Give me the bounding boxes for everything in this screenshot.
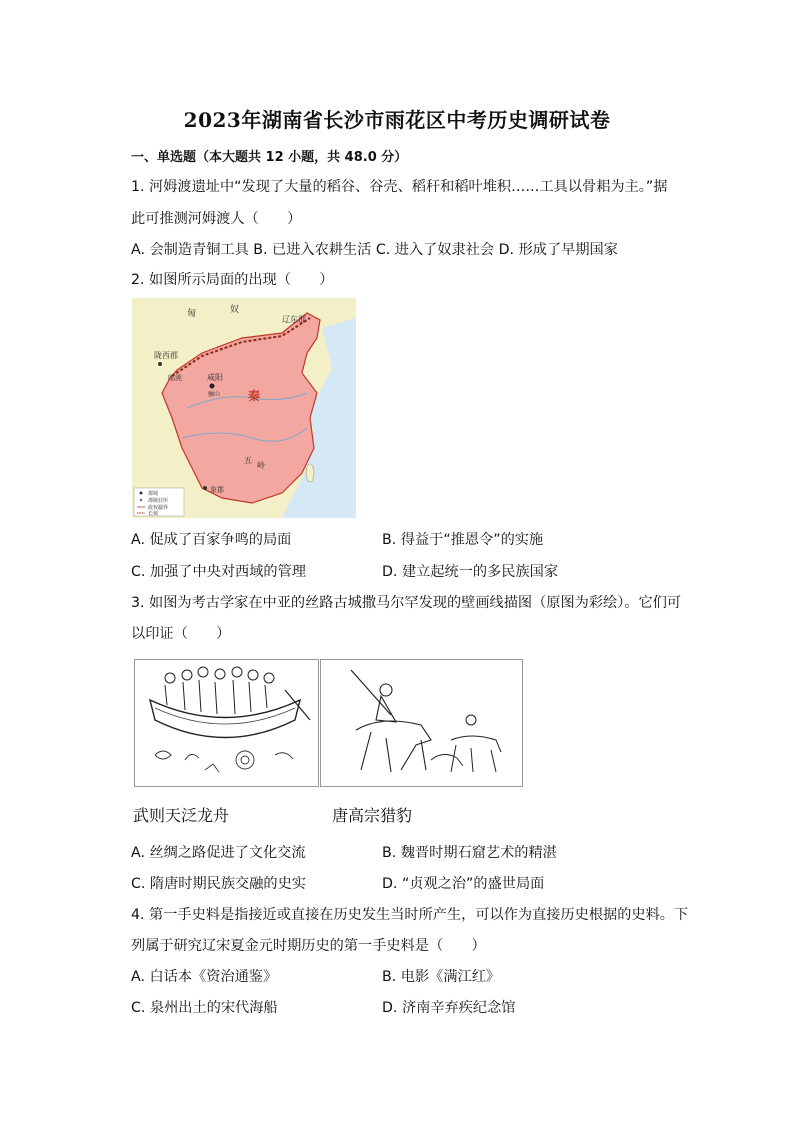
q3-option-d: D. “贞观之治”的盛世局面 — [382, 876, 545, 892]
q4-option-c: C. 泉州出土的宋代海船 — [131, 1000, 278, 1016]
q3-option-c: C. 隋唐时期民族交融的史实 — [131, 876, 306, 892]
q4-stem-line2: 列属于研究辽宋夏金元时期历史的第一手史料是（ ） — [131, 938, 486, 954]
label-wuling-a: 五 — [244, 456, 252, 465]
mural-left-figure — [134, 659, 319, 787]
spear — [351, 670, 391, 715]
q3-option-b: B. 魏晋时期石窟艺术的精湛 — [382, 845, 557, 861]
q2-stem: 2. 如图所示局面的出现（ ） — [131, 272, 334, 288]
label-qin: 秦 — [248, 389, 261, 403]
q2-option-d: D. 建立起统一的多民族国家 — [382, 564, 559, 580]
q3-stem-line2: 以印证（ ） — [131, 626, 231, 642]
caption-leopard-hunt: 唐高宗猎豹 — [332, 806, 413, 825]
q1-stem-line2: 此可推测河姆渡人（ ） — [131, 211, 302, 227]
label-wuling-b: 岭 — [257, 461, 265, 470]
label-lintao: 临洮 — [168, 374, 182, 382]
legend-border: 政权疆界 — [148, 505, 169, 511]
q3-option-a: A. 丝绸之路促进了文化交流 — [131, 845, 306, 861]
boat-hull — [150, 700, 300, 738]
q4-option-a: A. 白话本《资治通鉴》 — [131, 969, 278, 985]
q4-option-d: D. 济南辛弃疾纪念馆 — [382, 1000, 516, 1016]
legend-capital: 都城 — [148, 491, 159, 497]
section-heading: 一、单选题（本大题共 12 小题，共 48.0 分） — [131, 150, 408, 165]
label-longxi: 陇西郡 — [154, 351, 178, 360]
legend-wall: 长城 — [148, 511, 159, 517]
label-xianyang: 咸阳 — [207, 373, 223, 382]
qin-map — [132, 298, 356, 518]
mural-right-figure — [320, 659, 523, 787]
water-creatures — [155, 751, 293, 772]
page-title: 2023年湖南省长沙市雨花区中考历史调研试卷 — [183, 108, 611, 132]
horse-rider-second — [451, 715, 501, 772]
leopard-hunt-drawing — [321, 660, 522, 786]
legend-prefecture: 郡级驻所 — [148, 498, 169, 504]
leopard — [431, 754, 463, 766]
q2-option-c: C. 加强了中央对西域的管理 — [131, 564, 306, 580]
label-xiongnu-a: 匈 — [187, 309, 197, 319]
horse-rider-main — [356, 684, 431, 772]
label-liaodong: 辽东郡 — [282, 315, 306, 324]
q2-option-b: B. 得益于“推恩令”的实施 — [382, 532, 544, 548]
q3-stem-line1: 3. 如图为考古学家在中亚的丝路古城撒马尔罕发现的壁画线描图（原图为彩绘）。它们可 — [131, 595, 682, 611]
dragon-boat-drawing — [135, 660, 318, 786]
label-xiongnu-b: 奴 — [230, 305, 240, 315]
longxi-dot — [158, 362, 162, 366]
label-lishan: 骊山 — [208, 391, 221, 398]
taiwan-island — [306, 464, 314, 482]
q1-stem-line1: 1. 河姆渡遗址中“发现了大量的稻谷、谷壳、稻秆和稻叶堆积……工具以骨耜为主。”据 — [131, 179, 668, 195]
q2-option-a: A. 促成了百家争鸣的局面 — [131, 532, 292, 548]
q1-options: A. 会制造青铜工具 B. 已进入农耕生活 C. 进入了奴隶社会 D. 形成了早期国家 — [131, 242, 618, 258]
caption-dragon-boat: 武则天泛龙舟 — [133, 806, 230, 825]
xiangjun-dot — [203, 486, 207, 490]
figures-on-boat — [165, 667, 274, 714]
xianyang-dot — [210, 384, 215, 389]
qin-map-figure — [132, 298, 356, 518]
legend-prefecture-icon — [140, 499, 142, 501]
legend-capital-icon — [140, 492, 143, 495]
q4-option-b: B. 电影《满江红》 — [382, 969, 501, 985]
q4-stem-line1: 4. 第一手史料是指接近或直接在历史发生当时所产生，可以作为直接历史根据的史料。下 — [131, 907, 689, 923]
label-xiangjun: 象郡 — [210, 486, 224, 494]
